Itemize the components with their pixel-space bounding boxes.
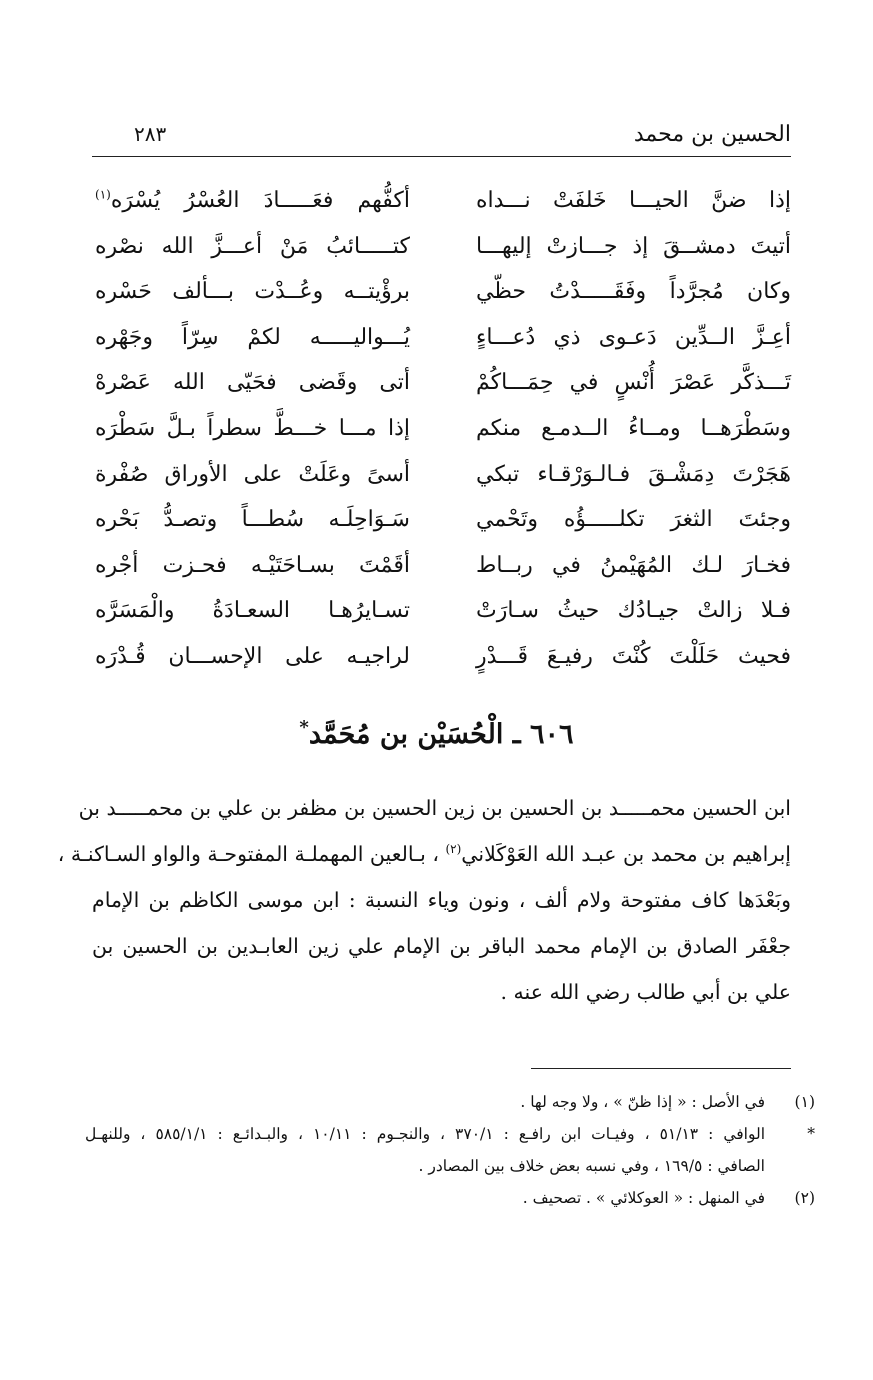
footnote-reference: (٢) [445, 842, 462, 857]
poem-verse [95, 269, 791, 315]
body-line-text: ، بـالعين المهملـة المفتوحـة والواو السـاكنـة ، [57, 842, 439, 866]
verse-first-hemistich: تَـــذكَّر عَصْرَ أُنْسٍ في حِمَـــاكُمْ [476, 370, 791, 396]
verse-first-hemistich: هَجَرْتَ دِمَشْـقَ فـالـوَرْقـاء تبكي [476, 461, 791, 487]
footnote-text: في الأصل : « إذا ظنّ » ، ولا وجه لها . [520, 1093, 765, 1111]
footnote-reference: (١) [95, 187, 111, 202]
verse-first-hemistich: فحيث حَلَلْتَ كُنْتَ رفيـعَ قَـــدْرٍ [476, 643, 791, 669]
verse-second-hemistich: لراجيـه على الإحســـان قُـدْرَه [95, 643, 410, 669]
poem-verse [95, 178, 791, 224]
footnote-text: في المنهل : « العوكلائي » . تصحيف . [522, 1189, 765, 1207]
verse-second-hemistich: يُـــواليـــــه لكمْ سِرّاً وجَهْره [95, 324, 410, 350]
footnote-text: الوافي : ٥١/١٣ ، وفيـات ابن رافـع : ٣٧٠/١ ، والنجـوم : ١٠/١١ ، والبـدائـع : ٥٨٥/١/١ ، وللنهـل [85, 1125, 765, 1143]
running-title: الحسين بن محمد [633, 122, 791, 147]
verse-second-hemistich: أقَمْتَ بسـاحَتَيْـه فحـزت أجْره [95, 552, 410, 578]
verse-second-hemistich: أسىً وعَلَتْ على الأوراق صُفْرة [95, 461, 410, 487]
verse-second-hemistich: أتى وقَضى فحَيّى الله عَصْرهْ [95, 370, 410, 396]
verse-first-hemistich: وسَطْرَهــا ومــاءُ الــدمـع منكم [476, 415, 791, 441]
heading-footnote-star: * [299, 717, 309, 738]
footnotes [85, 1086, 815, 1214]
body-line: علي بن أبي طالب رضي الله عنه . [500, 980, 791, 1004]
poem-verse [95, 315, 791, 361]
footnote [85, 1086, 815, 1118]
entry-heading [0, 717, 873, 750]
hemistich-text: أكفُّهم فعَـــــادَ العُسْرُ يُسْرَه [110, 188, 410, 213]
verse-first-hemistich: فـلا زالتْ جيـادُك حيثُ سـارَتْ [476, 598, 791, 624]
running-header [92, 122, 791, 157]
poem-verse [95, 497, 791, 543]
poem [95, 178, 791, 678]
verse-first-hemistich: أعِـزَّ الــدِّين دَعـوى ذي دُعـــاءٍ [476, 324, 791, 350]
verse-second-hemistich: برؤْيتــه وعُــدْت بـــألف حَسْره [95, 279, 410, 305]
verse-second-hemistich: تسـايرُهـا السعـادَةُ والْمَسَرَّه [95, 598, 410, 624]
body-line-text: إبراهيم بن محمد بن عبـد الله العَوْكَلاني [461, 842, 791, 866]
footnote-mark: (٢) [794, 1189, 815, 1207]
verse-first-hemistich: وجئتَ الثغرَ تكلـــــؤُه وتَحْمي [476, 507, 791, 533]
footnote [85, 1118, 815, 1182]
footnote [85, 1182, 815, 1214]
verse-first-hemistich: إذا ضنَّ الحيـــا خَلفَتْ نـــداه [476, 188, 791, 213]
body-line [57, 831, 791, 877]
poem-verse [95, 224, 791, 270]
verse-first-hemistich: أتيتَ دمشــقَ إذ جـــازتْ إليهـــا [476, 233, 791, 259]
footnote-mark: (١) [794, 1093, 815, 1111]
footnote-divider [531, 1068, 791, 1069]
poem-verse [95, 360, 791, 406]
entry-heading-text: ٦٠٦ ـ الْحُسَيْن بن مُحَمَّد [308, 719, 574, 750]
body-line: ابن الحسين محمـــــد بن الحسين بن زين الحسين بن مظفر بن علي بن محمـــــد بن [78, 796, 791, 820]
poem-verse [95, 588, 791, 634]
verse-first-hemistich: وكان مُجرَّداً وفَقَـــــدْتُ حظّي [476, 279, 791, 305]
body-line: جعْفَر الصادق بن الإمام محمد الباقر بن الإمام علي زين العابـدين بن الحسين بن [92, 934, 791, 958]
verse-second-hemistich: إذا مـــا خـــطَّ سطراً بـلَّ سَطْرَه [95, 415, 410, 441]
page-number: ٢٨٣ [134, 122, 167, 146]
poem-verse [95, 634, 791, 680]
entry-body [57, 785, 791, 1015]
verse-second-hemistich [95, 178, 410, 224]
verse-first-hemistich: فخـارَ لـك المُهَيْمنُ في ربــاط [476, 552, 791, 578]
verse-second-hemistich: كتـــــائبُ مَنْ أعـــزَّ الله نصْره [95, 233, 410, 259]
footnote-text: الصافي : ١٦٩/٥ ، وفي نسبه بعض خلاف بين المصادر . [418, 1157, 765, 1175]
poem-verse [95, 543, 791, 589]
poem-verse [95, 452, 791, 498]
poem-verse [95, 406, 791, 452]
verse-second-hemistich: سَـوَاحِلَـه سُطـــاً وتصـدُّ بَحْره [95, 507, 410, 533]
body-line: وبَعْدَها كاف مفتوحة ولام ألف ، ونون وياء النسبة : ابن موسى الكاظم بن الإمام [92, 888, 791, 912]
footnote-mark: * [807, 1125, 815, 1143]
